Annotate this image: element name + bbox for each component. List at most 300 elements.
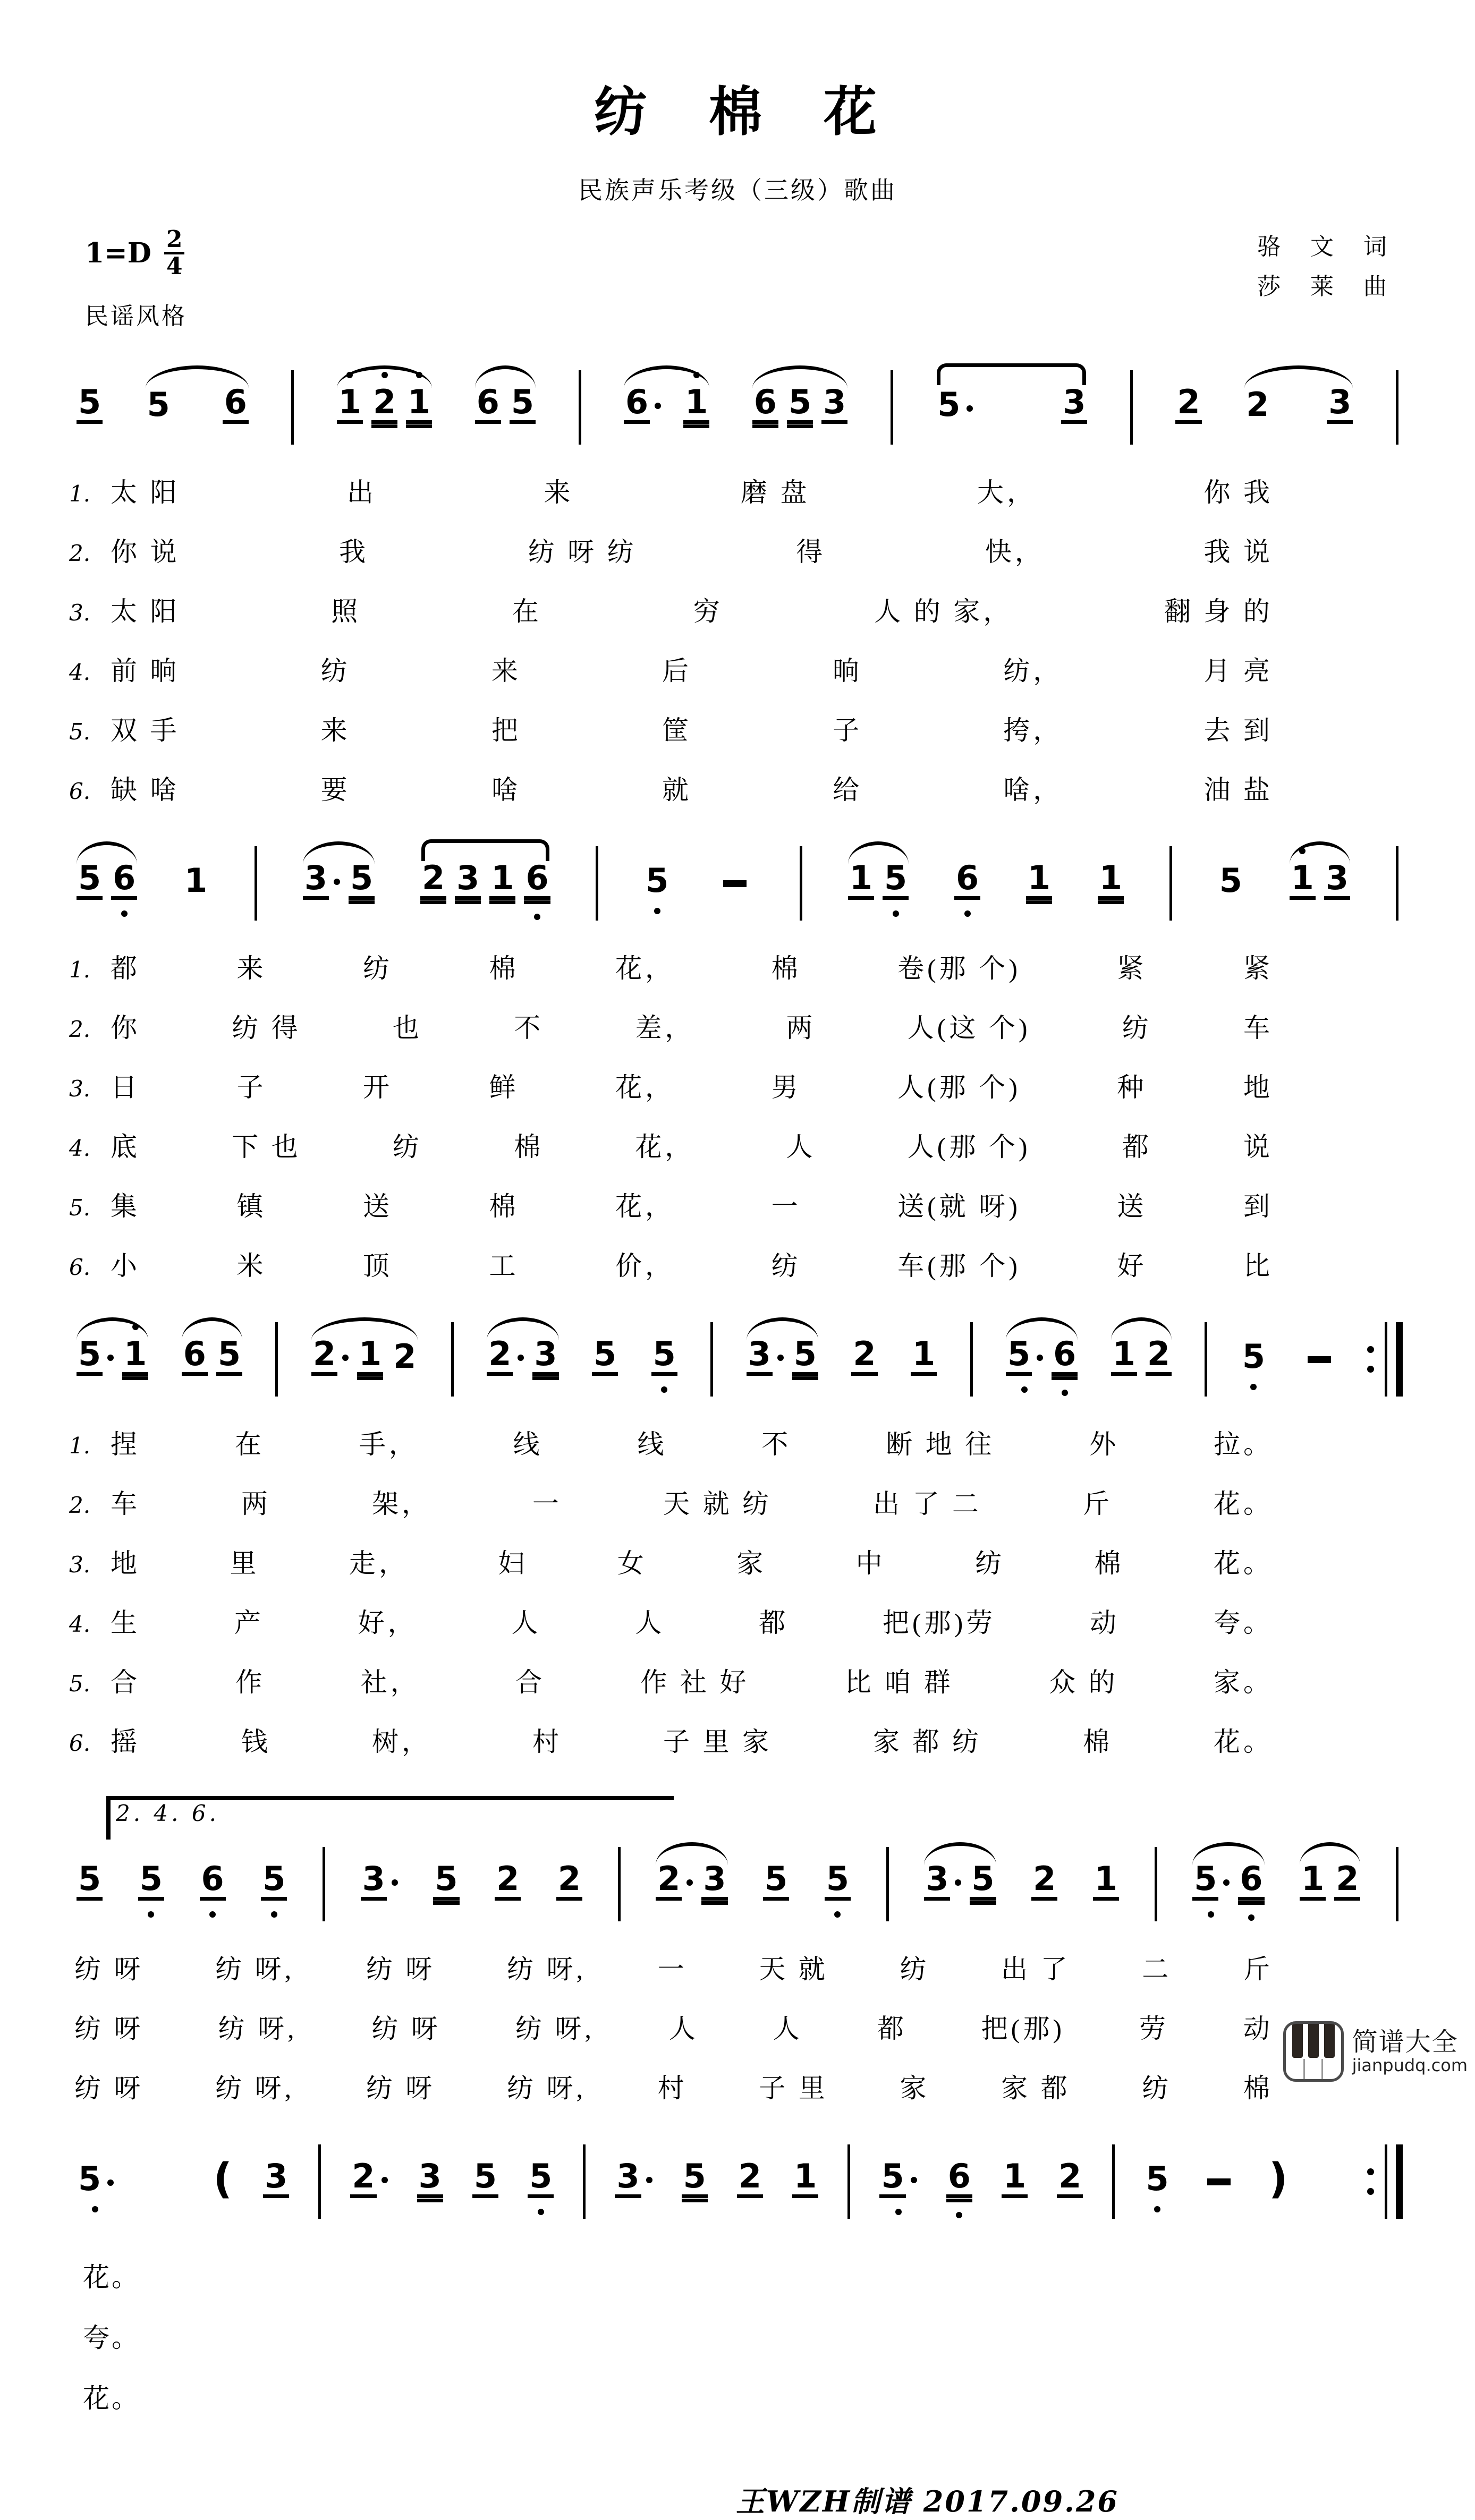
lyric-syllable: 子 里: [759, 2073, 828, 2104]
note: 2: [1174, 370, 1202, 445]
lyric-syllable: 花。: [1214, 1489, 1273, 1519]
note: (: [213, 2155, 232, 2203]
barline: [1205, 1322, 1207, 1397]
note: 5: [215, 1322, 243, 1397]
lyric-syllable: 人: [668, 2014, 699, 2044]
note: 5: [935, 372, 974, 442]
lyric-syllable: 生: [111, 1608, 140, 1638]
note: 6: [474, 370, 502, 445]
lyric-syllable: 外: [1089, 1429, 1120, 1460]
lyric-syllable: 工: [489, 1251, 519, 1281]
lyric-syllable: 翻 身 的: [1164, 597, 1273, 627]
lyric-syllable: 村: [657, 2073, 688, 2104]
note: 1: [1092, 1846, 1120, 1922]
lyric-syllable: 纺，: [1003, 656, 1063, 686]
lyric-syllable: 人(那 个): [897, 1072, 1021, 1103]
lyric-row: [69, 1542, 1406, 1580]
note: 2: [419, 846, 447, 921]
lyric-syllable: 日: [111, 1072, 140, 1103]
lyric-syllable: 就: [662, 775, 692, 805]
lyrics-block-2: [69, 947, 1406, 1283]
lyric-syllable: 棉: [489, 1191, 519, 1222]
barline: [1396, 846, 1398, 921]
note: 2: [494, 1846, 522, 1922]
lyric-syllable: 前 晌: [111, 656, 180, 686]
note: 1: [121, 1322, 149, 1397]
barline: [1396, 370, 1398, 445]
lyric-syllable: 家 都: [1001, 2073, 1071, 2104]
lyric-syllable: 得: [796, 537, 826, 567]
lyric-syllable: 家: [736, 1548, 767, 1579]
lyric-syllable: 纺 呀,: [215, 2073, 295, 2104]
lyric-syllable: 送: [1117, 1191, 1147, 1222]
repeat-end-barline: [1367, 1322, 1403, 1397]
note: 2: [1056, 2144, 1084, 2219]
note: 2: [1333, 1846, 1361, 1922]
lyric-syllable: 集: [111, 1191, 140, 1222]
composer-credit: 莎 莱 曲: [1257, 273, 1390, 300]
note: 3: [614, 2144, 653, 2219]
lyric-syllable: 一: [657, 1954, 688, 1985]
lyric-syllable: 手，: [359, 1429, 419, 1460]
lyric-syllable: 架，: [372, 1489, 431, 1519]
lyric-row: [69, 1948, 1406, 1986]
note: 5: [75, 846, 104, 921]
lyric-syllable: 纺: [771, 1251, 801, 1281]
note: 2: [349, 2144, 388, 2219]
lyric-syllable: 走，: [349, 1548, 409, 1579]
slur-group: [177, 1322, 247, 1397]
lyric-syllable: 线: [513, 1429, 543, 1460]
lyric-row: [69, 1185, 1406, 1223]
note: 1: [910, 1322, 938, 1397]
lyric-syllable: 棉: [1243, 2073, 1273, 2104]
repeat-end-barline: [1367, 2144, 1403, 2219]
barline: [318, 2144, 321, 2219]
lyric-syllable: 劳: [1139, 2014, 1169, 2044]
note: 1: [791, 2144, 819, 2219]
lyric-syllable: 给: [833, 775, 863, 805]
slur-group: [1002, 1322, 1082, 1397]
note: 1: [847, 846, 875, 921]
note: 1: [1110, 1322, 1138, 1397]
lyric-syllable: 子 里 家: [663, 1727, 772, 1757]
style-label: 民谣风格: [85, 303, 187, 330]
lyric-syllable: 在: [234, 1429, 265, 1460]
lyric-syllable: 地: [111, 1548, 140, 1579]
lyric-syllable: 人(这 个): [907, 1013, 1031, 1043]
slur-group: [620, 370, 714, 445]
lyrics-block-4: [69, 1948, 1406, 2105]
barline: [847, 2144, 850, 2219]
lyric-syllable: 纺: [392, 1132, 422, 1162]
held-note-dash: [1207, 2178, 1231, 2185]
note: 6: [1050, 1322, 1079, 1397]
lyric-syllable: 二: [1142, 1954, 1172, 1985]
note: 5: [527, 2144, 555, 2219]
note: 3: [531, 1322, 560, 1397]
slur-group: [141, 370, 253, 445]
lyric-syllable: 天 就: [759, 1954, 828, 1985]
note: 5: [75, 2147, 115, 2217]
lyric-syllable: 纺: [1142, 2073, 1172, 2104]
lyric-syllable: 车(那 个): [897, 1251, 1021, 1281]
barline: [255, 846, 257, 921]
slur-group: [1240, 370, 1357, 445]
note: 1: [1001, 2144, 1029, 2219]
coda-lyrics: [69, 2256, 1406, 2415]
lyric-syllable: 棉: [1083, 1727, 1113, 1757]
lyric-syllable: 纺: [320, 656, 351, 686]
lyric-syllable: 出 了: [1001, 1954, 1071, 1985]
note: 2: [1246, 385, 1269, 424]
lyric-syllable: 啥，: [1003, 775, 1063, 805]
lyric-syllable: 地: [1243, 1072, 1273, 1103]
note: 5: [591, 1322, 619, 1397]
lyric-syllable: 晌: [833, 656, 863, 686]
lyrics-block-3: [69, 1423, 1406, 1759]
note: 5: [137, 1846, 165, 1922]
lyric-syllable: 棉: [514, 1132, 544, 1162]
barline: [1112, 2144, 1115, 2219]
lyric-row: [69, 590, 1406, 628]
slur-group: [651, 1846, 732, 1922]
verse-number: 3.: [69, 1076, 91, 1102]
lyric-syllable: 不: [514, 1013, 544, 1043]
lyric-syllable: 产: [234, 1608, 264, 1638]
music-line-2: [72, 841, 1403, 926]
lyric-syllable: 纺 呀,: [218, 2014, 298, 2044]
lyric-syllable: 社，: [360, 1667, 420, 1698]
volta-label: 2. 4. 6.: [116, 1800, 219, 1827]
note: 6: [945, 2144, 973, 2219]
lyric-syllable: 开: [363, 1072, 393, 1103]
lyric-syllable: 花，: [615, 1072, 675, 1103]
lyric-syllable: 到: [1243, 1191, 1273, 1222]
note: 5: [75, 1846, 104, 1922]
note: 1: [405, 370, 433, 445]
lyric-syllable: 作 社 好: [640, 1667, 750, 1698]
lyric-row: [69, 1066, 1406, 1104]
note: 5: [786, 370, 814, 445]
lyric-syllable: 花。: [1214, 1727, 1273, 1757]
lyric-syllable: 要: [320, 775, 351, 805]
lyric-syllable: 花，: [615, 1191, 675, 1222]
lyric-syllable: 价，: [615, 1251, 675, 1281]
lyric-syllable: 磨 盘: [741, 478, 810, 508]
slur-group: [72, 846, 141, 921]
lyric-syllable: 合: [515, 1667, 546, 1698]
lyric-syllable: 送(就 呀): [897, 1191, 1021, 1222]
slur-group: [299, 846, 379, 921]
lyric-row: [69, 531, 1406, 569]
note: 5: [1143, 2147, 1172, 2217]
lyric-syllable: 比: [1243, 1251, 1273, 1281]
barline: [583, 2144, 586, 2219]
note: 1: [1097, 846, 1125, 921]
lyric-syllable: 车: [111, 1489, 140, 1519]
barline: [891, 370, 893, 445]
lyric-syllable: 你 我: [1203, 478, 1273, 508]
watermark-url: jianpudq.com: [1352, 2055, 1468, 2075]
note: 5: [147, 385, 170, 424]
lyric-row: [69, 1721, 1406, 1759]
slur-group: [920, 1846, 1000, 1922]
lyric-syllable: 差，: [635, 1013, 695, 1043]
note: 6: [199, 1846, 227, 1922]
lyric-syllable: 众 的: [1049, 1667, 1118, 1698]
lyric-syllable: 作: [235, 1667, 266, 1698]
lyric-syllable: 出 了 二: [873, 1489, 982, 1519]
lyric-syllable: 好，: [358, 1608, 418, 1638]
note: 5: [969, 1846, 997, 1922]
lyric-syllable: 送: [363, 1191, 393, 1222]
lyric-syllable: 纺 呀: [371, 2014, 441, 2044]
lyric-syllable: 纺: [1122, 1013, 1152, 1043]
lyric-syllable: 断 地 往: [886, 1429, 995, 1460]
lyric-syllable: 说: [1243, 1132, 1273, 1162]
note: 3: [820, 370, 849, 445]
note: 5: [432, 1846, 460, 1922]
lyric-row: [69, 769, 1406, 807]
lyric-syllable: 女: [617, 1548, 647, 1579]
note: 5: [1219, 861, 1242, 900]
coda-lyric: 花。: [83, 2383, 140, 2414]
lyric-syllable: 把(那): [981, 2014, 1065, 2044]
lyric-syllable: 摇: [111, 1727, 140, 1757]
lyric-syllable: 纺: [975, 1548, 1005, 1579]
barline: [618, 1847, 621, 1921]
lyric-syllable: 都: [759, 1608, 789, 1638]
lyric-syllable: 花，: [635, 1132, 695, 1162]
music-line-4: [72, 1842, 1403, 1927]
verse-number: 1.: [69, 957, 91, 983]
lyric-syllable: 纺: [900, 1954, 930, 1985]
lyric-syllable: 不: [761, 1429, 792, 1460]
verse-number: 2.: [69, 540, 91, 567]
lyric-syllable: 纺 呀: [74, 2014, 144, 2044]
note: 2: [1030, 1846, 1058, 1922]
lyric-syllable: 油 盐: [1203, 775, 1273, 805]
lyric-syllable: 子: [236, 1072, 267, 1103]
note: 5: [650, 1322, 679, 1397]
note: 1: [356, 1322, 384, 1397]
verse-number: 2.: [69, 1016, 91, 1043]
note: 6: [1237, 1846, 1265, 1922]
lyric-syllable: 大，: [977, 478, 1037, 508]
lyric-syllable: 家。: [1213, 1667, 1273, 1698]
note: 2: [850, 1322, 878, 1397]
volta-bracket: [106, 1796, 674, 1840]
slur-group: [1188, 1846, 1268, 1922]
time-denominator: 4: [164, 252, 185, 279]
lyric-syllable: 拉。: [1214, 1429, 1273, 1460]
lyric-row: [69, 1423, 1406, 1461]
lyric-syllable: 纺 呀: [74, 1954, 144, 1985]
lyric-syllable: 钱: [241, 1727, 271, 1757]
music-line-1: [72, 365, 1403, 450]
lyric-syllable: 紧: [1243, 953, 1273, 984]
lyric-syllable: 一: [771, 1191, 801, 1222]
barline: [1130, 370, 1133, 445]
spacer: [1315, 2179, 1346, 2184]
verse-number: 5.: [69, 719, 91, 745]
note: 5: [75, 370, 104, 445]
lyric-syllable: 人: [511, 1608, 541, 1638]
lyric-syllable: 人: [786, 1132, 816, 1162]
slur-group: [742, 1322, 823, 1397]
note: 3: [700, 1846, 728, 1922]
lyric-syllable: 好: [1117, 1251, 1147, 1281]
note: 2: [310, 1322, 350, 1397]
note: 2: [486, 1322, 525, 1397]
note: 1: [488, 846, 516, 921]
lyric-syllable: 纺 呀,: [506, 1954, 586, 1985]
lyric-row: [69, 1126, 1406, 1164]
lyric-syllable: 把(那)劳: [882, 1608, 996, 1638]
lyric-syllable: 都: [111, 953, 140, 984]
note: 1: [184, 861, 208, 900]
note: 2: [655, 1846, 694, 1922]
transcriber-footer: 王WZH制谱 2017.09.26: [735, 2484, 1119, 2519]
note: 6: [181, 1322, 209, 1397]
verse-number: 3.: [69, 600, 91, 626]
note: 3: [1060, 370, 1088, 445]
lyric-syllable: 纺: [363, 953, 393, 984]
note: 3: [1323, 846, 1351, 921]
lyric-syllable: 中: [855, 1548, 886, 1579]
note: 5: [1005, 1322, 1044, 1397]
note: 5: [1191, 1846, 1231, 1922]
note: 5: [881, 846, 910, 921]
lyric-syllable: 在: [512, 597, 542, 627]
lyric-syllable: 花，: [615, 953, 675, 984]
lyric-syllable: 后: [662, 656, 692, 686]
lyric-syllable: 两: [786, 1013, 816, 1043]
lyric-row: [69, 1661, 1406, 1699]
verse-number: 1.: [69, 481, 91, 507]
lyric-syllable: 双 手: [111, 716, 180, 746]
note: 6: [623, 370, 662, 445]
lyric-syllable: 两: [241, 1489, 271, 1519]
note: 6: [523, 846, 551, 921]
lyric-syllable: 纺 呀: [366, 1954, 436, 1985]
barline: [710, 1322, 713, 1397]
lyric-syllable: 都: [877, 2014, 907, 2044]
verse-number: 5.: [69, 1671, 91, 1697]
note: 3: [1326, 370, 1354, 445]
lyric-syllable: 也: [392, 1013, 422, 1043]
barline: [291, 370, 294, 445]
lyric-syllable: 我: [339, 537, 369, 567]
lyric-row: [69, 709, 1406, 747]
lyric-syllable: 棉: [489, 953, 519, 984]
lyric-syllable: 种: [1117, 1072, 1147, 1103]
slur-group: [844, 846, 913, 921]
lyric-syllable: 我 说: [1203, 537, 1273, 567]
lyric-syllable: 子: [833, 716, 863, 746]
lyric-syllable: 出: [347, 478, 377, 508]
lyric-syllable: 太 阳: [111, 478, 180, 508]
song-subtitle: 民族声乐考级（三级）歌曲: [578, 177, 897, 204]
lyric-syllable: 纺 得: [232, 1013, 301, 1043]
lyric-syllable: 线: [637, 1429, 667, 1460]
slur-group: [333, 370, 436, 445]
note: 2: [555, 1846, 583, 1922]
spacer: [139, 2179, 187, 2184]
lyric-syllable: 底: [111, 1132, 140, 1162]
barline: [800, 846, 802, 921]
held-note-dash: [1308, 1356, 1331, 1363]
note: 5: [681, 2144, 709, 2219]
music-line-5: [72, 2139, 1403, 2224]
song-title: 纺 棉 花: [594, 83, 881, 142]
lyric-syllable: 合: [111, 1667, 140, 1698]
tie-group: [416, 846, 555, 921]
note: 3: [745, 1322, 785, 1397]
lyric-row: [69, 2067, 1406, 2105]
lyric-row: [69, 947, 1406, 985]
verse-number: 3.: [69, 1552, 91, 1578]
lyric-syllable: 比 咱 群: [844, 1667, 954, 1698]
time-numerator: 2: [166, 226, 183, 253]
lyric-syllable: 村: [532, 1727, 562, 1757]
meta-row: [69, 227, 1406, 331]
key-signature: [85, 227, 187, 279]
lyric-syllable: 人: [635, 1608, 665, 1638]
barline: [1169, 846, 1172, 921]
note: 5: [75, 1322, 115, 1397]
slur-group: [307, 1322, 422, 1397]
lyric-syllable: 来: [236, 953, 267, 984]
barline: [579, 370, 581, 445]
lyric-syllable: 纺 呀,: [506, 2073, 586, 2104]
tie-group: [931, 370, 1091, 445]
watermark-text: [1352, 2028, 1468, 2075]
barline: [451, 1322, 454, 1397]
lyric-syllable: 家 都 纺: [873, 1727, 982, 1757]
lyric-syllable: 卷(那 个): [897, 953, 1021, 984]
note: 3: [262, 2144, 290, 2219]
note: 3: [416, 2144, 444, 2219]
lyric-syllable: 来: [320, 716, 351, 746]
lyric-syllable: 米: [236, 1251, 267, 1281]
note: 1: [1288, 846, 1317, 921]
coda-lyric: 夸。: [83, 2323, 140, 2353]
lyric-row: [69, 471, 1406, 509]
note: 6: [110, 846, 138, 921]
lyric-syllable: 快，: [985, 537, 1045, 567]
note: 5: [643, 848, 671, 918]
verse-number: 2.: [69, 1492, 91, 1519]
barline: [323, 1847, 325, 1921]
lyric-syllable: 纺 呀 纺: [528, 537, 637, 567]
note: 5: [824, 1846, 852, 1922]
lyric-syllable: 顶: [363, 1251, 393, 1281]
lyric-syllable: 纺 呀: [366, 2073, 436, 2104]
lyric-syllable: 里: [230, 1548, 260, 1579]
note: 5: [791, 1322, 819, 1397]
verse-number: 4.: [69, 1611, 91, 1638]
verse-number: 6.: [69, 778, 91, 805]
note: 5: [508, 370, 537, 445]
note: 1: [1025, 846, 1053, 921]
lyric-syllable: 来: [544, 478, 574, 508]
lyric-syllable: 啥: [491, 775, 521, 805]
watermark-name: 简谱大全: [1352, 2027, 1459, 2057]
barline: [1155, 1847, 1157, 1921]
slur-group: [72, 1322, 152, 1397]
